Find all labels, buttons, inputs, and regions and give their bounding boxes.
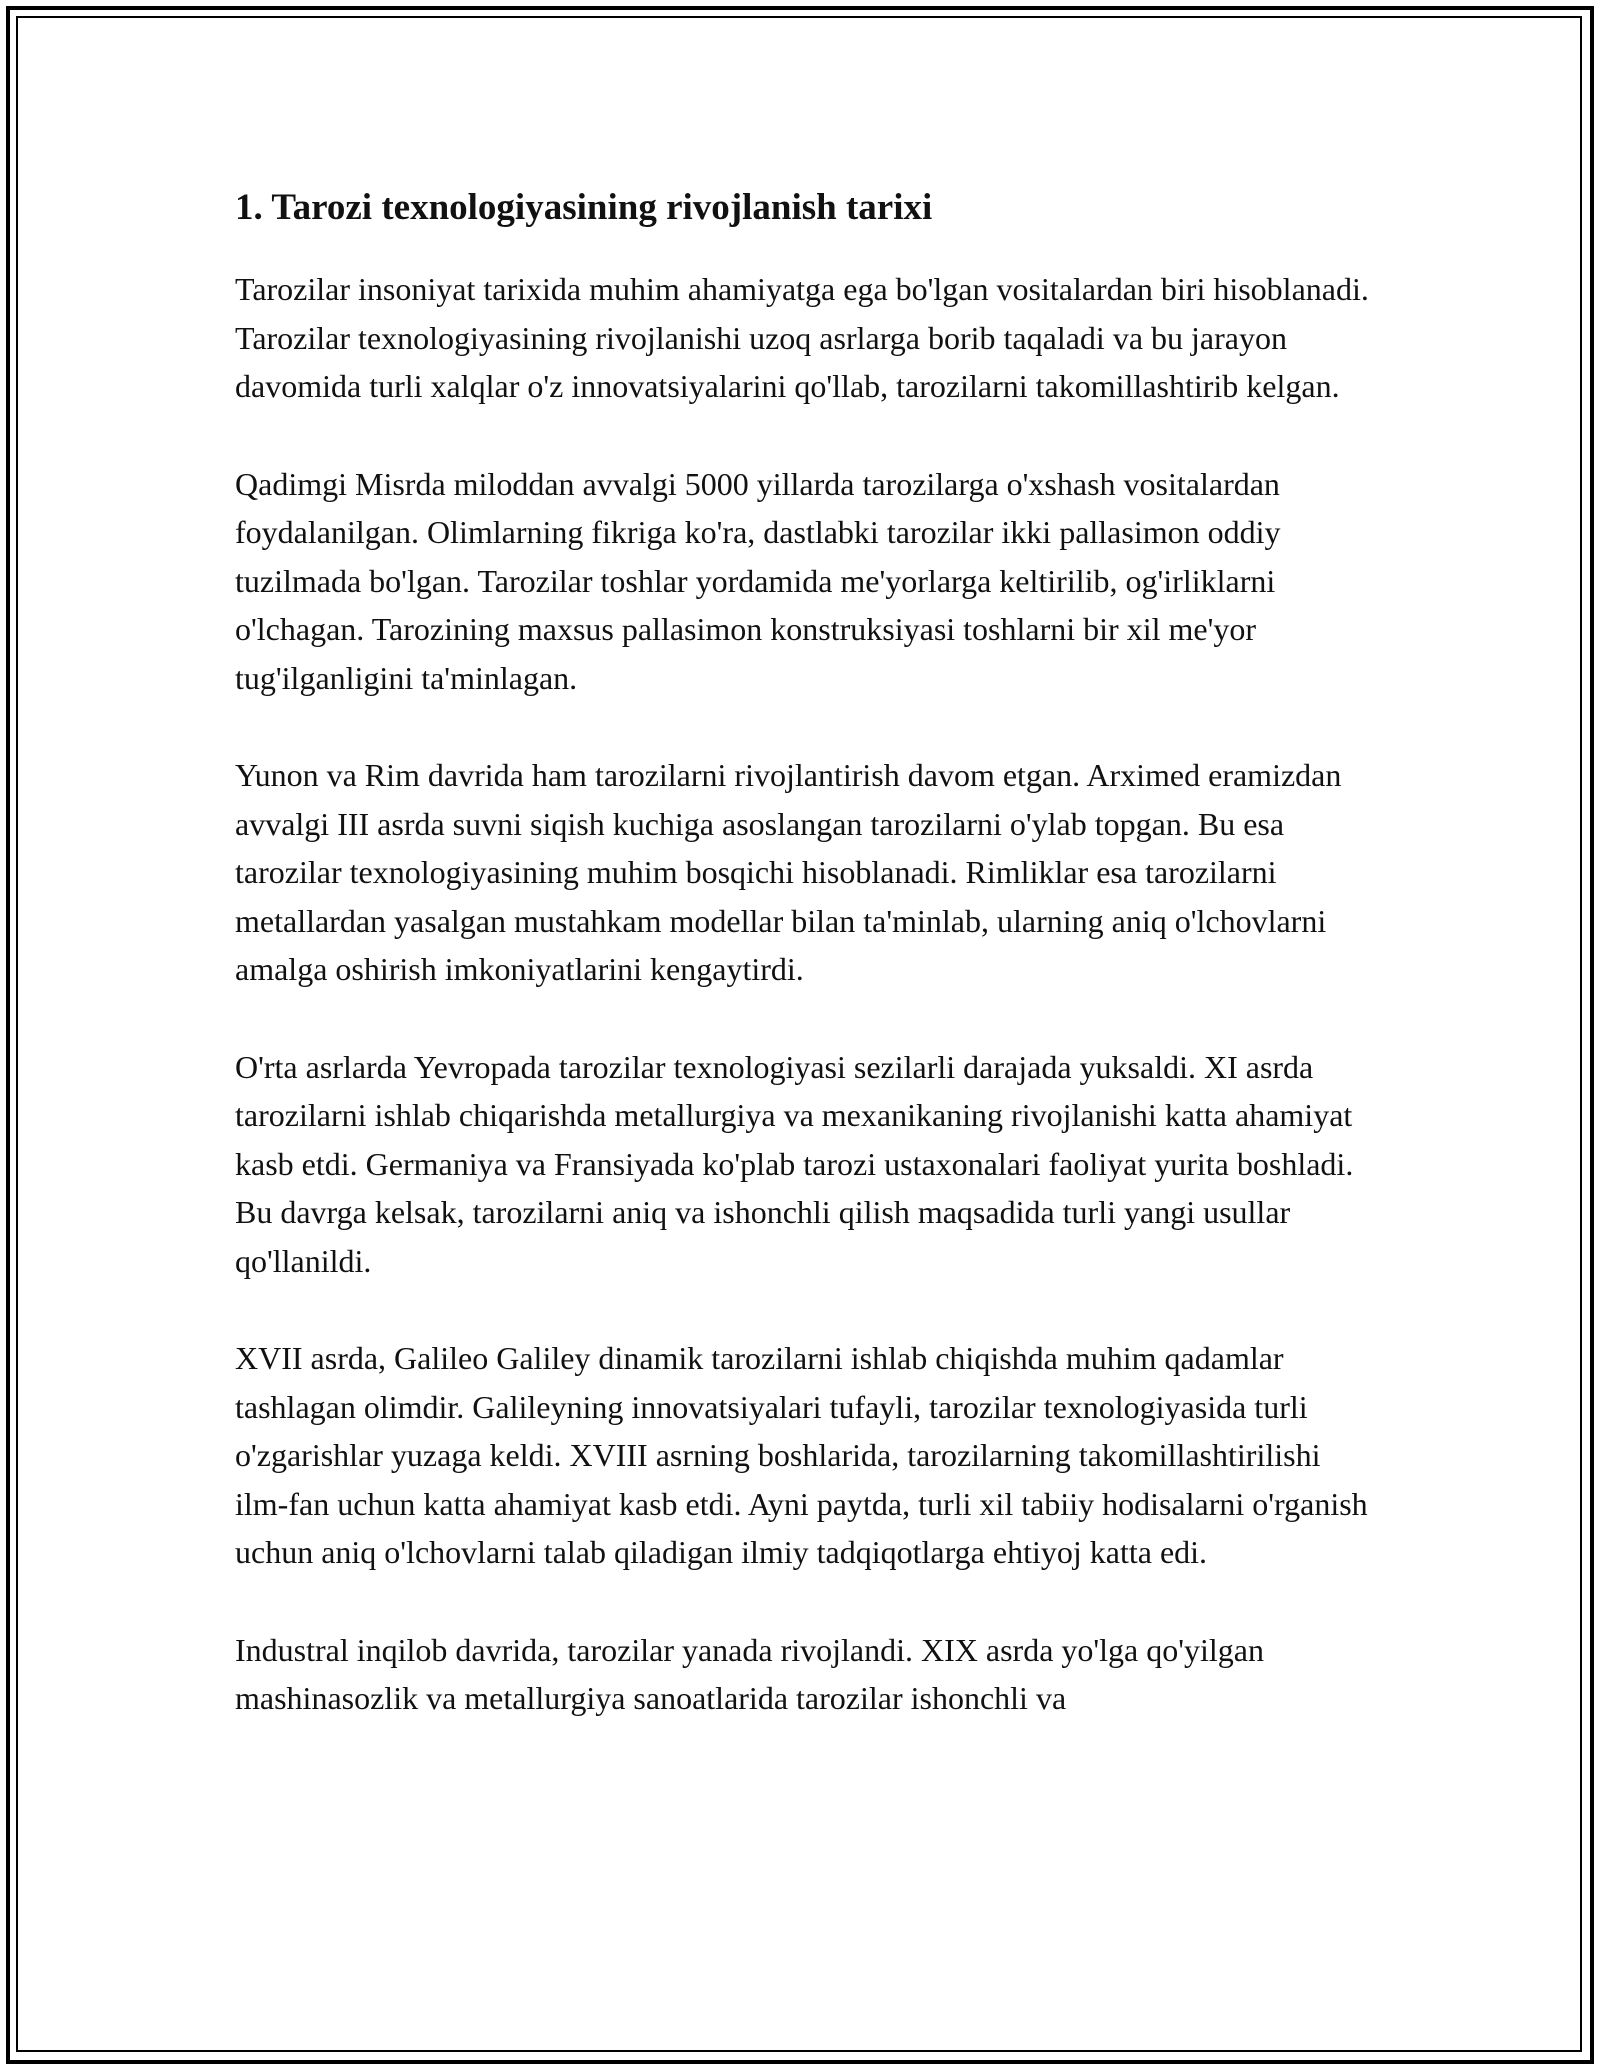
document-body [235,185,1375,1772]
section-heading: 1. Tarozi texnologiyasining rivojlanish tarixi [235,187,933,228]
paragraph: Tarozilar insoniyat tarixida muhim ahamiyatga ega bo'lgan vositalardan biri hisoblanadi. Tarozilar texnologiyasining rivojlanishi uzoq asrlarga borib taqaladi va bu jarayon davomida turli xalqlar o'z innovatsiyalarini qo'llab, tarozilarni takomillashtirib kelgan. [235,271,1369,404]
paragraph: XVII asrda, Galileo Galiley dinamik tarozilarni ishlab chiqishda muhim qadamlar tashlagan olimdir. Galileyning innovatsiyalari tufayli, tarozilar texnologiyasida turli o'zgarishlar yuzaga keldi. XVIII asrning boshlarida, tarozilarning takomillashtirilishi ilm-fan uchun katta ahamiyat kasb etdi. Ayni paytda, turli xil tabiiy hodisalarni o'rganish uchun aniq o'lchovlarni talab qiladigan ilmiy tadqiqotlarga ehtiyoj katta edi. [235,1340,1368,1570]
paragraph: O'rta asrlarda Yevropada tarozilar texnologiyasi sezilarli darajada yuksaldi. XI asrda tarozilarni ishlab chiqarishda metallurgiya va mexanikaning rivojlanishi katta ahamiyat kasb etdi. Germaniya va Fransiyada ko'plab tarozi ustaxonalari faoliyat yurita boshladi. Bu davrga kelsak, tarozilarni aniq va ishonchli qilish maqsadida turli yangi usullar qo'llanildi. [235,1048,1354,1279]
paragraph: Yunon va Rim davrida ham tarozilarni rivojlantirish davom etgan. Arximed eramizdan avvalgi III asrda suvni siqish kuchiga asoslangan tarozilarni o'ylab topgan. Bu esa tarozilar texnologiyasining muhim bosqichi hisoblanadi. Rimliklar esa tarozilarni metallardan yasalgan mustahkam modellar bilan ta'minlab, ularning aniq o'lchovlarni amalga oshirish imkoniyatlarini kengaytirdi. [235,757,1342,987]
paragraph: Qadimgi Misrda miloddan avvalgi 5000 yillarda tarozilarga o'xshash vositalardan foydalanilgan. Olimlarning fikriga ko'ra, dastlabki tarozilar ikki pallasimon oddiy tuzilmada bo'lgan. Tarozilar toshlar yordamida me'yorlarga keltirilib, og'irliklarni o'lchagan. Tarozining maxsus pallasimon konstruksiyasi toshlarni bir xil me'yor tug'ilganligini ta'minlagan. [235,465,1281,696]
paragraph: Industral inqilob davrida, tarozilar yanada rivojlandi. XIX asrda yo'lga qo'yilgan mashinasozlik va metallurgiya sanoatlarida tarozilar ishonchli va [235,1631,1264,1716]
